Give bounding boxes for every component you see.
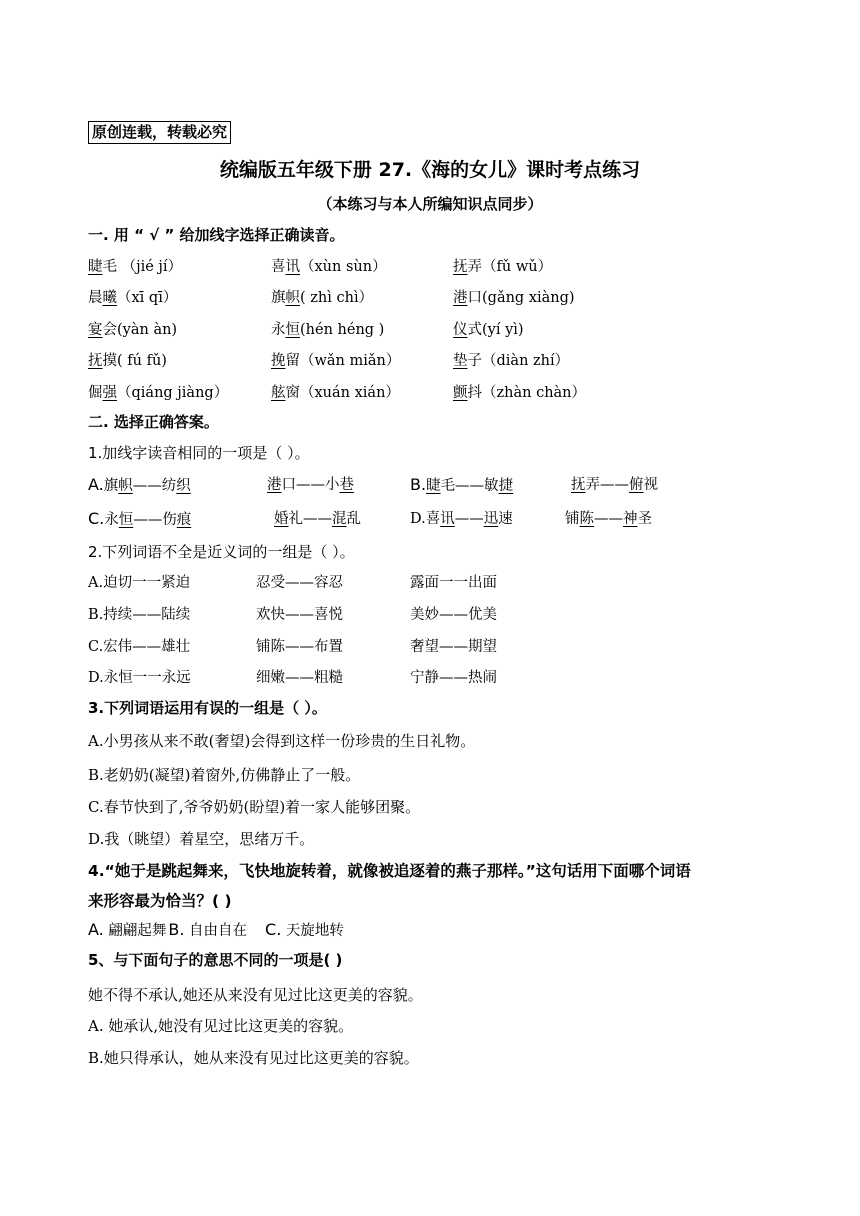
- q1-option-c1: C.永恒——伤痕: [88, 509, 192, 528]
- q2-option-word-pair: A.迫切一一紧迫: [88, 575, 191, 591]
- q2-option-word-pair: 细嫩——粗糙: [256, 670, 343, 686]
- q2-option-word-pair: 美妙——优美: [410, 607, 497, 623]
- q1-stem: 1.加线字读音相同的一项是（ ）。: [88, 444, 310, 462]
- q5-sentence: 她不得不承认,她还从来没有见过比这更美的容貌。: [88, 986, 423, 1004]
- q1-option-d2: 铺陈——神圣: [565, 511, 652, 527]
- page-subtitle: （本练习与本人所编知识点同步）: [317, 195, 543, 213]
- page-title: 统编版五年级下册 27.《海的女儿》课时考点练习: [219, 159, 641, 181]
- q3-stem: 3.下列词语运用有误的一组是（ ）。: [88, 699, 327, 717]
- q1-option-b2: 抚弄——俯视: [571, 477, 658, 493]
- q2-option-word-pair: 奢望——期望: [410, 639, 497, 655]
- q1-option-c2: 婚礼——混乱: [274, 511, 361, 527]
- q1-option-b1: B.睫毛——敏捷: [410, 475, 514, 494]
- q2-option-word-pair: 宁静——热闹: [410, 670, 497, 686]
- pinyin-item: 仪式(yí yì): [453, 322, 524, 338]
- pinyin-item: 晨曦（xī qī）: [88, 290, 178, 306]
- pinyin-item: 舷窗（xuán xián）: [271, 385, 400, 401]
- pinyin-item: 旗帜( zhì chì）: [271, 290, 374, 306]
- q4-options: A. 翩翩起舞 B. 自由自在 C. 天旋地转: [88, 920, 344, 939]
- q4-stem-line2: 来形容最为恰当？( ): [88, 892, 232, 910]
- pinyin-item: 永恒(hén héng ): [271, 322, 385, 338]
- q1-option-d1: D.喜讯——迅速: [410, 511, 513, 527]
- q2-option-word-pair: 铺陈——布置: [256, 639, 343, 655]
- q2-option-word-pair: 露面一一出面: [410, 575, 497, 591]
- pinyin-item: 港口(gǎng xiàng): [453, 290, 575, 306]
- q2-option-word-pair: D.永恒一一永远: [88, 670, 191, 686]
- pinyin-item: 挽留（wǎn miǎn）: [271, 353, 401, 369]
- q1-option-a2: 港口——小巷: [267, 477, 354, 493]
- q2-option-word-pair: 忍受——容忍: [256, 575, 343, 591]
- pinyin-item: 宴会(yàn àn): [88, 322, 178, 338]
- pinyin-item: 睫毛 （jié jí）: [88, 259, 183, 275]
- q3-option: D.我（眺望）着星空，思绪万千。: [88, 830, 315, 848]
- pinyin-item: 抚弄（fǔ wǔ）: [453, 259, 553, 275]
- q5-option-b: B.她只得承认，她从来没有见过比这更美的容貌。: [88, 1049, 419, 1067]
- pinyin-item: 垫子（diàn zhí）: [453, 353, 570, 369]
- q3-option: B.老奶奶(凝望)着窗外,仿佛静止了一般。: [88, 766, 361, 784]
- q2-stem: 2.下列词语不全是近义词的一组是（ ）。: [88, 543, 355, 561]
- q1-option-a1: A.旗帜——纺织: [88, 475, 191, 494]
- copyright-notice: 原创连载，转载必究: [88, 121, 231, 144]
- q2-option-word-pair: 欢快——喜悦: [256, 607, 343, 623]
- q5-stem: 5、与下面句子的意思不同的一项是( ): [88, 951, 343, 969]
- section2-heading: 二. 选择正确答案。: [88, 413, 219, 431]
- pinyin-item: 抚摸( fú fǔ): [88, 353, 167, 369]
- q2-option-word-pair: B.持续——陆续: [88, 607, 191, 623]
- pinyin-item: 颤抖（zhàn chàn）: [453, 385, 587, 401]
- q3-option: C.春节快到了,爷爷奶奶(盼望)着一家人能够团聚。: [88, 798, 421, 816]
- section1-heading: 一. 用 “ √ ” 给加线字选择正确读音。: [88, 226, 345, 244]
- q5-option-a: A. 她承认,她没有见过比这更美的容貌。: [88, 1017, 354, 1035]
- pinyin-item: 喜讯（xùn sùn）: [271, 259, 387, 275]
- q2-option-word-pair: C.宏伟——雄壮: [88, 639, 191, 655]
- q3-option: A.小男孩从来不敢(奢望)会得到这样一份珍贵的生日礼物。: [88, 732, 476, 750]
- q4-stem-line1: 4.“她于是跳起舞来，飞快地旋转着，就像被追逐着的燕子那样。”这句话用下面哪个词语: [88, 862, 691, 880]
- pinyin-item: 倔强（qiáng jiàng）: [88, 385, 229, 401]
